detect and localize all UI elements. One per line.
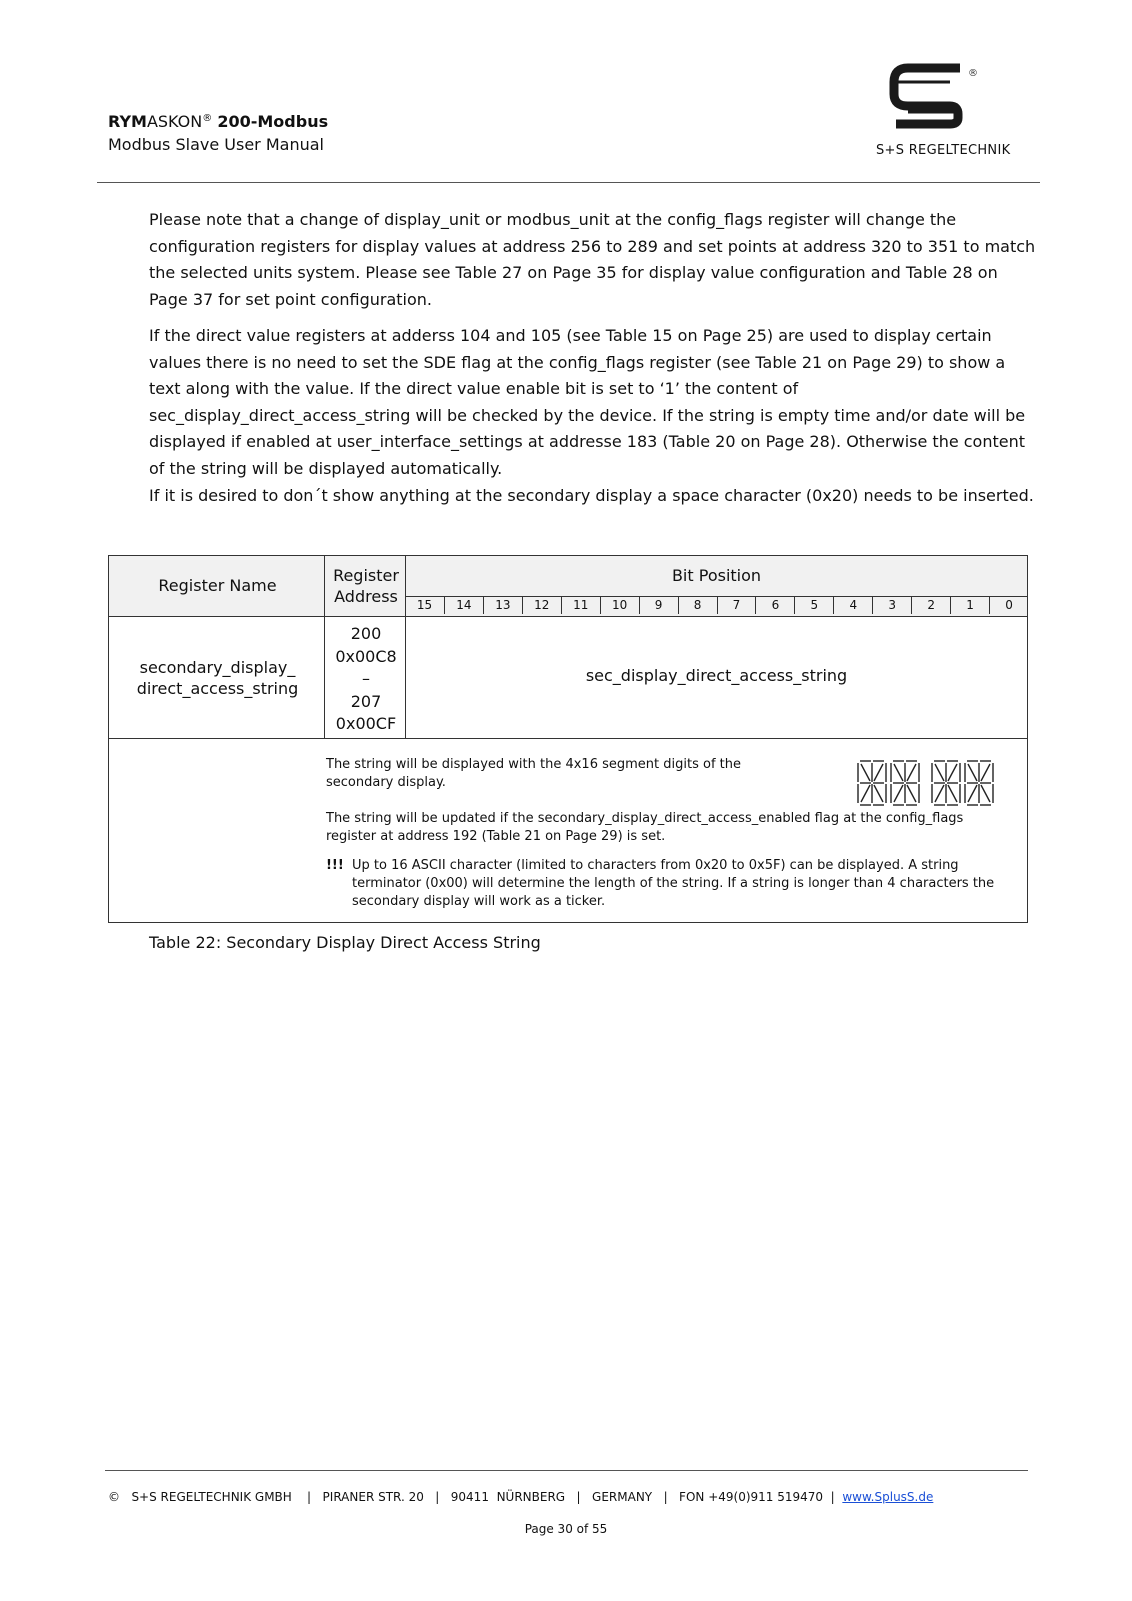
segment-line xyxy=(874,764,883,781)
header-register-address-cell xyxy=(324,555,406,617)
brand-light: ASKON xyxy=(146,112,203,131)
address-start-hex: 0x00C8 xyxy=(335,646,397,666)
bit-number-cell: 15 xyxy=(416,598,433,612)
bit-number-cell: 0 xyxy=(989,596,1028,614)
bit-number-cell: 5 xyxy=(794,596,833,614)
paragraph-units-note xyxy=(149,207,1039,313)
header-bit-position: Bit Position xyxy=(671,566,762,585)
page-number: Page 30 of 55 xyxy=(524,1522,608,1536)
footer-website-link[interactable]: www.SplusS.de xyxy=(842,1490,934,1504)
address-separator: – xyxy=(362,669,370,688)
header-register-name-cell xyxy=(108,555,325,617)
segment-line xyxy=(894,785,903,802)
bit-number-cell: 6 xyxy=(755,596,794,614)
sixteen-segment-display-icon xyxy=(856,758,998,808)
warning-mark: !!! xyxy=(326,858,344,873)
logo-company-name: S+S REGELTECHNIK xyxy=(876,143,1011,158)
header-divider xyxy=(97,182,1040,183)
row-register-name-cell xyxy=(108,616,325,739)
segment-line xyxy=(894,764,903,781)
segment-line xyxy=(907,785,916,802)
row-register-name xyxy=(109,657,326,699)
bit-number-cell: 12 xyxy=(522,596,561,614)
row-register-name-line2: direct_access_string xyxy=(136,679,299,698)
document-title xyxy=(108,112,328,131)
segment-line xyxy=(948,785,957,802)
address-end-hex: 0x00CF xyxy=(335,714,397,733)
segment-line xyxy=(981,785,990,802)
paragraph-direct-value xyxy=(149,323,1039,509)
segment-line xyxy=(935,764,944,781)
segment-line xyxy=(861,785,870,802)
bit-number-cell: 11 xyxy=(561,596,600,614)
table-caption: Table 22: Secondary Display Direct Access String xyxy=(149,933,541,952)
address-start-dec: 200 xyxy=(350,624,382,643)
segment-line xyxy=(968,764,977,781)
segment-line xyxy=(907,764,916,781)
paragraph-text: If it is desired to don´t show anything at the secondary display a space character (0x20) needs to be inserted. xyxy=(149,485,1034,505)
note-update-flag: The string will be updated if the secondary_display_direct_access_enabled flag at the config_flags register at address 192 (Table 21 on Page 29) is set. xyxy=(326,811,964,844)
header-register-name: Register Name xyxy=(158,576,277,595)
bit-number-cell: 1 xyxy=(950,596,989,614)
row-register-name-line1: secondary_display_ xyxy=(139,658,296,677)
document-subtitle: Modbus Slave User Manual xyxy=(108,135,324,154)
logo-registered-mark: ® xyxy=(968,68,978,79)
bit-number-cell: 8 xyxy=(678,596,717,614)
bit-number-cell: 3 xyxy=(872,596,911,614)
bit-number-cell: 2 xyxy=(911,596,950,614)
footer-divider xyxy=(105,1470,1028,1471)
row-field-name: sec_display_direct_access_string xyxy=(585,666,848,685)
segment-line xyxy=(935,785,944,802)
bit-number-cell: 13 xyxy=(483,596,522,614)
bit-number-cell: 10 xyxy=(600,596,639,614)
brand-bold: RYM xyxy=(108,112,147,131)
footer-address: © S+S REGELTECHNIK GMBH | PIRANER STR. 20 | 90411 NÜRNBERG | GERMANY | FON +49(0)911 519470 | xyxy=(108,1490,843,1504)
bit-number-cell: 7 xyxy=(717,596,756,614)
brand-registered-mark: ® xyxy=(202,113,213,124)
brand-model: 200-Modbus xyxy=(217,112,329,131)
bit-number-cell: 4 xyxy=(833,596,872,614)
segment-line xyxy=(981,764,990,781)
segment-line xyxy=(874,785,883,802)
segment-line xyxy=(968,785,977,802)
segment-line xyxy=(861,764,870,781)
note-ascii-limit: Up to 16 ASCII character (limited to characters from 0x20 to 0x5F) can be displayed. A string terminator (0x00) will determine the length of the string. If a string is longer than 4 characters the secondary display will work as a ticker. xyxy=(352,858,995,909)
paragraph-text: If the direct value registers at adderss 104 and 105 (see Table 15 on Page 25) are used to display certain values there is no need to set the SDE flag at the config_flags register (see Table 21 on Page 29) to show a text along with the value. If the direct value enable bit is set to ‘1’ the content of sec_display_direct_access_string will be checked by the device. If the string is empty time and/or date will be displayed if enabled at user_interface_settings at addresse 183 (Table 20 on Page 28). Otherwise the content of the string will be displayed automatically. xyxy=(149,326,1026,478)
footer-company-info xyxy=(108,1490,1038,1504)
row-register-address xyxy=(325,623,407,736)
address-end-dec: 207 xyxy=(350,691,382,711)
bit-number-cell: 14 xyxy=(444,596,483,614)
note-segment-digits: The string will be displayed with the 4x16 segment digits of the secondary display. xyxy=(326,757,741,790)
row-register-address-cell xyxy=(324,616,406,739)
bit-number-cell: 9 xyxy=(639,596,678,614)
register-table xyxy=(108,555,1028,923)
header-register-address: Register Address xyxy=(333,566,399,606)
paragraph-text: Please note that a change of display_unit or modbus_unit at the config_flags register will change the configuration registers for display values at address 256 to 289 and set points at address 320 to 351 to match the selected units system. Please see Table 27 on Page 35 for display value configuration and Table 28 on Page 37 for set point configuration. xyxy=(149,210,1036,309)
segment-line xyxy=(948,764,957,781)
